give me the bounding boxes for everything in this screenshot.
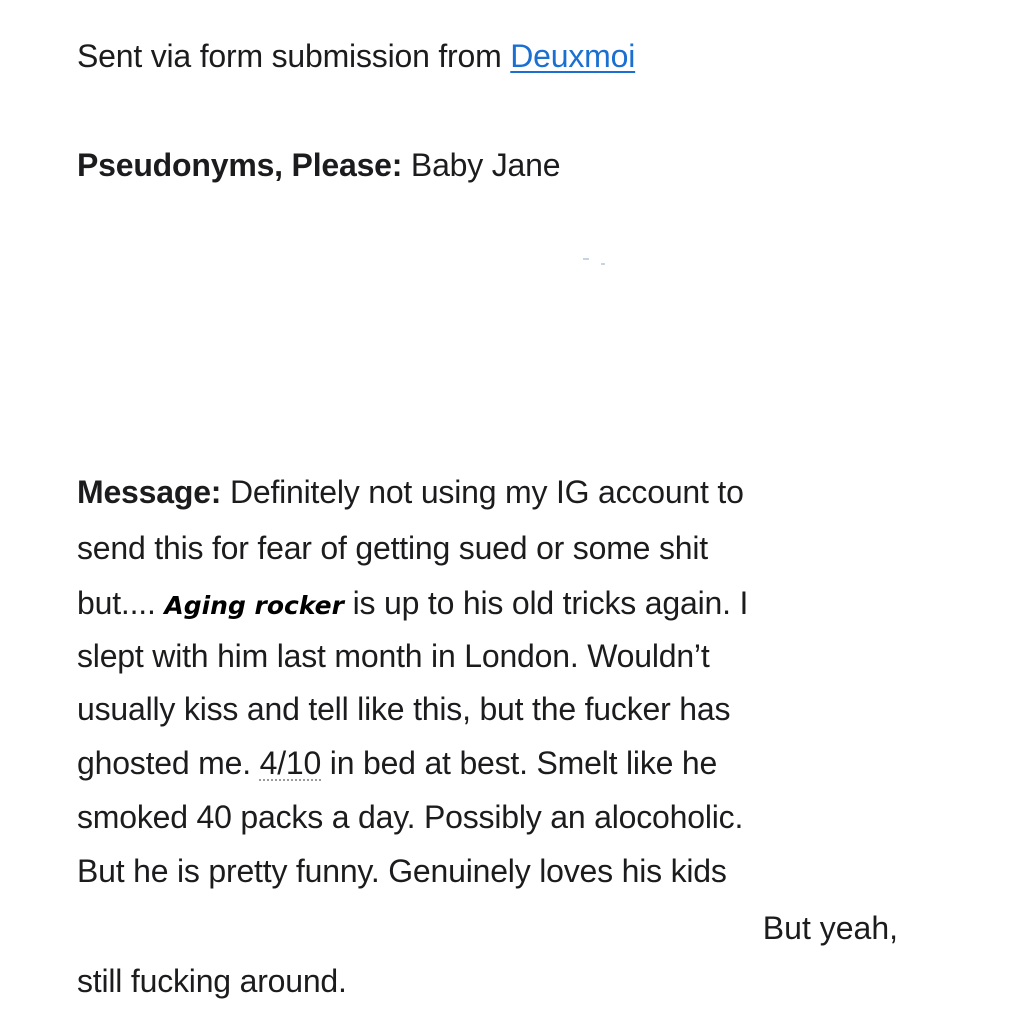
sent-via-text: Sent via form submission from xyxy=(77,38,511,74)
message-line-2: send this for fear of getting sued or some shit xyxy=(77,530,708,566)
message-line-5: usually kiss and tell like this, but the fucker has xyxy=(77,691,731,727)
message-line-7: smoked 40 packs a day. Possibly an alocoholic. xyxy=(77,799,744,835)
redacted-artifact xyxy=(583,258,589,260)
message-line-9: But yeah, xyxy=(762,910,898,946)
message-line-6 xyxy=(77,743,717,783)
message-label: Message: xyxy=(77,474,222,510)
message-line-1 xyxy=(77,472,744,512)
message-text: but.... xyxy=(77,585,165,621)
message-text: ghosted me. xyxy=(77,745,260,781)
pseudonym-label: Pseudonyms, Please: xyxy=(77,147,403,183)
redacted-artifact xyxy=(601,263,605,265)
redaction-overlay: Aging rocker xyxy=(164,591,344,620)
pseudonym-line xyxy=(77,145,560,185)
message-line-8: But he is pretty funny. Genuinely loves his kids xyxy=(77,853,727,889)
pseudonym-value: Baby Jane xyxy=(402,147,561,183)
message-text: Definitely not using my IG account to xyxy=(221,474,744,510)
message-line-4: slept with him last month in London. Wouldn’t xyxy=(77,638,710,674)
message-text: in bed at best. Smelt like he xyxy=(321,745,718,781)
deuxmoi-link[interactable]: Deuxmoi xyxy=(510,38,636,74)
rating-text: 4/10 xyxy=(259,745,322,781)
message-line-3 xyxy=(77,583,748,626)
sent-via-line xyxy=(77,36,635,76)
message-line-10: still fucking around. xyxy=(77,963,347,999)
message-text: is up to his old tricks again. I xyxy=(343,585,749,621)
